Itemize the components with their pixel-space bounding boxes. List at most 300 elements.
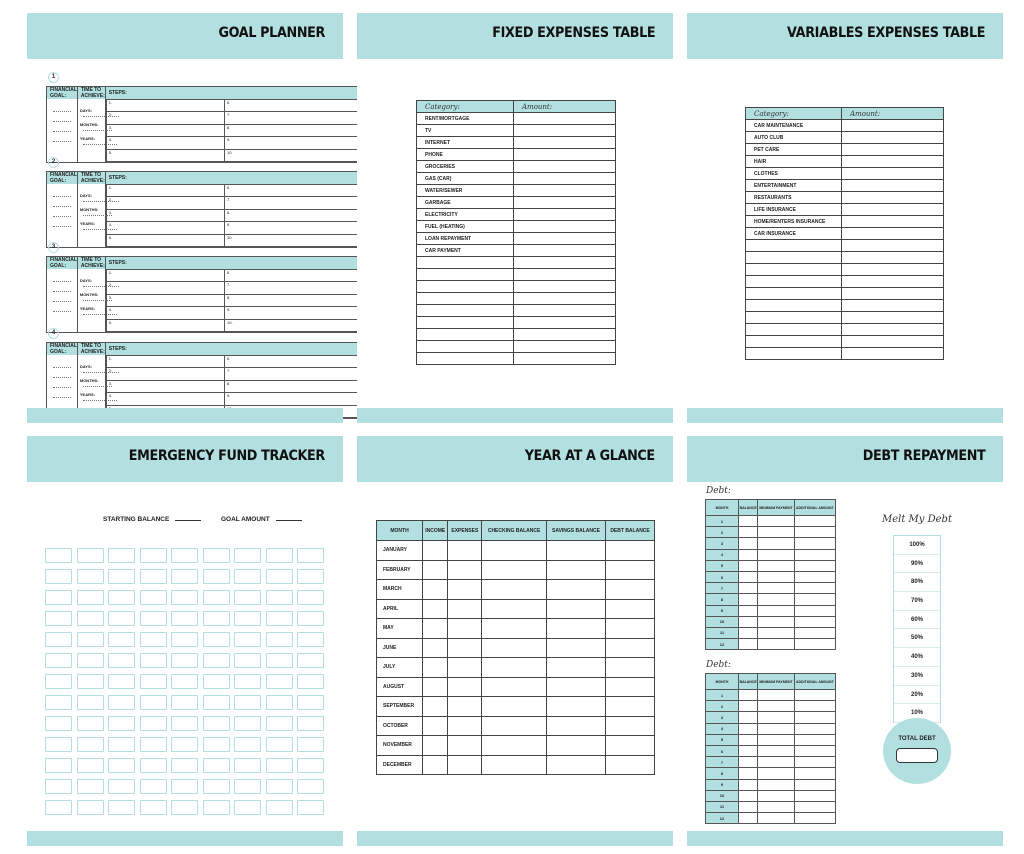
debt-value-cell[interactable] — [739, 723, 758, 734]
year-value-cell[interactable] — [482, 560, 547, 580]
savings-cell[interactable] — [234, 800, 261, 815]
savings-cell[interactable] — [234, 695, 261, 710]
expense-amount[interactable] — [514, 317, 616, 329]
savings-cell[interactable] — [171, 569, 198, 584]
melt-level[interactable]: 10% — [894, 704, 940, 723]
savings-cell[interactable] — [77, 779, 104, 794]
expense-amount[interactable] — [842, 228, 944, 240]
expense-amount[interactable] — [842, 252, 944, 264]
debt-value-cell[interactable] — [758, 538, 794, 549]
year-value-cell[interactable] — [448, 658, 482, 678]
year-value-cell[interactable] — [546, 658, 605, 678]
year-value-cell[interactable] — [482, 677, 547, 697]
expense-amount[interactable] — [842, 180, 944, 192]
savings-cell[interactable] — [203, 716, 230, 731]
debt-value-cell[interactable] — [739, 712, 758, 723]
debt-value-cell[interactable] — [794, 605, 835, 616]
debt-value-cell[interactable] — [739, 813, 758, 824]
savings-cell[interactable] — [297, 716, 324, 731]
melt-level[interactable]: 50% — [894, 629, 940, 648]
savings-cell[interactable] — [297, 590, 324, 605]
savings-cell[interactable] — [203, 800, 230, 815]
savings-cell[interactable] — [140, 716, 167, 731]
savings-cell[interactable] — [77, 716, 104, 731]
savings-cell[interactable] — [266, 716, 293, 731]
year-value-cell[interactable] — [546, 638, 605, 658]
debt-value-cell[interactable] — [739, 734, 758, 745]
savings-cell[interactable] — [297, 779, 324, 794]
time-field[interactable] — [77, 99, 105, 163]
savings-cell[interactable] — [108, 737, 135, 752]
debt-value-cell[interactable] — [758, 745, 794, 756]
savings-cell[interactable] — [77, 800, 104, 815]
expense-amount[interactable] — [514, 185, 616, 197]
savings-cell[interactable] — [203, 632, 230, 647]
savings-cell[interactable] — [297, 695, 324, 710]
year-value-cell[interactable] — [482, 580, 547, 600]
debt-value-cell[interactable] — [794, 813, 835, 824]
debt-value-cell[interactable] — [739, 560, 758, 571]
debt-value-cell[interactable] — [758, 801, 794, 812]
debt-value-cell[interactable] — [758, 527, 794, 538]
debt-value-cell[interactable] — [758, 690, 794, 701]
melt-level[interactable]: 70% — [894, 592, 940, 611]
savings-cell[interactable] — [45, 590, 72, 605]
year-value-cell[interactable] — [546, 697, 605, 717]
savings-cell[interactable] — [203, 548, 230, 563]
total-debt-field[interactable] — [896, 748, 938, 763]
expense-amount[interactable] — [842, 348, 944, 360]
savings-cell[interactable] — [171, 779, 198, 794]
year-value-cell[interactable] — [423, 541, 448, 561]
debt-value-cell[interactable] — [758, 701, 794, 712]
debt-value-cell[interactable] — [758, 768, 794, 779]
year-value-cell[interactable] — [482, 755, 547, 775]
expense-amount[interactable] — [514, 245, 616, 257]
year-value-cell[interactable] — [448, 697, 482, 717]
debt-value-cell[interactable] — [794, 560, 835, 571]
year-value-cell[interactable] — [606, 619, 655, 639]
expense-amount[interactable] — [514, 269, 616, 281]
savings-cell[interactable] — [108, 653, 135, 668]
year-value-cell[interactable] — [546, 599, 605, 619]
year-value-cell[interactable] — [606, 755, 655, 775]
melt-level[interactable]: 40% — [894, 648, 940, 667]
debt-value-cell[interactable] — [758, 779, 794, 790]
savings-cell[interactable] — [77, 548, 104, 563]
year-value-cell[interactable] — [606, 580, 655, 600]
expense-amount[interactable] — [514, 125, 616, 137]
savings-cell[interactable] — [140, 611, 167, 626]
expense-amount[interactable] — [514, 161, 616, 173]
debt-value-cell[interactable] — [794, 801, 835, 812]
debt-value-cell[interactable] — [739, 639, 758, 650]
savings-cell[interactable] — [297, 800, 324, 815]
goal-field[interactable] — [47, 184, 78, 248]
expense-amount[interactable] — [842, 288, 944, 300]
debt-value-cell[interactable] — [739, 571, 758, 582]
savings-cell[interactable] — [266, 800, 293, 815]
year-value-cell[interactable] — [482, 541, 547, 561]
debt-value-cell[interactable] — [739, 527, 758, 538]
debt-value-cell[interactable] — [794, 639, 835, 650]
debt-value-cell[interactable] — [758, 571, 794, 582]
year-value-cell[interactable] — [448, 599, 482, 619]
year-value-cell[interactable] — [546, 619, 605, 639]
year-value-cell[interactable] — [606, 658, 655, 678]
savings-cell[interactable] — [171, 674, 198, 689]
savings-cell[interactable] — [108, 800, 135, 815]
expense-amount[interactable] — [514, 113, 616, 125]
debt-value-cell[interactable] — [758, 516, 794, 527]
savings-cell[interactable] — [77, 653, 104, 668]
debt-value-cell[interactable] — [794, 583, 835, 594]
expense-amount[interactable] — [842, 312, 944, 324]
expense-amount[interactable] — [842, 336, 944, 348]
debt-value-cell[interactable] — [794, 538, 835, 549]
savings-cell[interactable] — [45, 800, 72, 815]
debt-value-cell[interactable] — [758, 757, 794, 768]
year-value-cell[interactable] — [423, 755, 448, 775]
expense-amount[interactable] — [514, 257, 616, 269]
year-value-cell[interactable] — [448, 755, 482, 775]
savings-cell[interactable] — [77, 737, 104, 752]
savings-cell[interactable] — [171, 800, 198, 815]
debt-value-cell[interactable] — [794, 734, 835, 745]
debt-value-cell[interactable] — [739, 616, 758, 627]
debt-value-cell[interactable] — [794, 779, 835, 790]
savings-cell[interactable] — [140, 632, 167, 647]
expense-amount[interactable] — [842, 216, 944, 228]
melt-level[interactable]: 90% — [894, 555, 940, 574]
savings-cell[interactable] — [77, 674, 104, 689]
expense-amount[interactable] — [842, 264, 944, 276]
melt-level[interactable]: 20% — [894, 686, 940, 705]
savings-cell[interactable] — [234, 779, 261, 794]
year-value-cell[interactable] — [423, 697, 448, 717]
expense-amount[interactable] — [842, 156, 944, 168]
savings-cell[interactable] — [171, 653, 198, 668]
steps-list[interactable] — [106, 269, 385, 332]
year-value-cell[interactable] — [606, 697, 655, 717]
year-value-cell[interactable] — [448, 736, 482, 756]
expense-amount[interactable] — [514, 221, 616, 233]
year-value-cell[interactable] — [448, 677, 482, 697]
debt-value-cell[interactable] — [758, 790, 794, 801]
savings-cell[interactable] — [140, 653, 167, 668]
savings-cell[interactable] — [108, 695, 135, 710]
debt-value-cell[interactable] — [739, 594, 758, 605]
savings-cell[interactable] — [297, 674, 324, 689]
savings-cell[interactable] — [297, 632, 324, 647]
savings-cell[interactable] — [266, 674, 293, 689]
savings-cell[interactable] — [203, 611, 230, 626]
expense-amount[interactable] — [842, 168, 944, 180]
year-value-cell[interactable] — [423, 736, 448, 756]
melt-level[interactable]: 60% — [894, 611, 940, 630]
year-value-cell[interactable] — [606, 541, 655, 561]
year-value-cell[interactable] — [606, 599, 655, 619]
debt-value-cell[interactable] — [794, 571, 835, 582]
year-value-cell[interactable] — [606, 677, 655, 697]
melt-level[interactable]: 30% — [894, 667, 940, 686]
debt-value-cell[interactable] — [758, 605, 794, 616]
debt-value-cell[interactable] — [758, 734, 794, 745]
year-value-cell[interactable] — [448, 619, 482, 639]
debt-value-cell[interactable] — [794, 627, 835, 638]
savings-cell[interactable] — [234, 611, 261, 626]
savings-cell[interactable] — [77, 611, 104, 626]
savings-cell[interactable] — [45, 632, 72, 647]
savings-cell[interactable] — [140, 695, 167, 710]
debt-value-cell[interactable] — [739, 801, 758, 812]
savings-cell[interactable] — [266, 779, 293, 794]
debt-value-cell[interactable] — [794, 757, 835, 768]
savings-cell[interactable] — [203, 653, 230, 668]
debt-value-cell[interactable] — [758, 627, 794, 638]
year-value-cell[interactable] — [482, 638, 547, 658]
savings-cell[interactable] — [108, 548, 135, 563]
debt-value-cell[interactable] — [794, 549, 835, 560]
year-value-cell[interactable] — [482, 716, 547, 736]
savings-cell[interactable] — [203, 695, 230, 710]
savings-cell[interactable] — [108, 716, 135, 731]
savings-cell[interactable] — [266, 590, 293, 605]
savings-cell[interactable] — [266, 569, 293, 584]
year-value-cell[interactable] — [546, 580, 605, 600]
savings-cell[interactable] — [140, 674, 167, 689]
savings-cell[interactable] — [77, 695, 104, 710]
savings-cell[interactable] — [234, 569, 261, 584]
debt-value-cell[interactable] — [794, 616, 835, 627]
savings-cell[interactable] — [297, 548, 324, 563]
savings-cell[interactable] — [266, 548, 293, 563]
debt-value-cell[interactable] — [758, 813, 794, 824]
savings-cell[interactable] — [203, 779, 230, 794]
year-value-cell[interactable] — [423, 638, 448, 658]
year-value-cell[interactable] — [448, 560, 482, 580]
savings-cell[interactable] — [140, 737, 167, 752]
savings-cell[interactable] — [140, 758, 167, 773]
expense-amount[interactable] — [842, 192, 944, 204]
steps-list[interactable] — [106, 99, 385, 162]
savings-cell[interactable] — [171, 548, 198, 563]
savings-cell[interactable] — [234, 758, 261, 773]
debt-value-cell[interactable] — [794, 527, 835, 538]
savings-cell[interactable] — [234, 632, 261, 647]
savings-cell[interactable] — [266, 653, 293, 668]
year-value-cell[interactable] — [546, 677, 605, 697]
savings-cell[interactable] — [140, 548, 167, 563]
savings-cell[interactable] — [234, 653, 261, 668]
savings-cell[interactable] — [203, 674, 230, 689]
debt-value-cell[interactable] — [739, 779, 758, 790]
savings-cell[interactable] — [234, 590, 261, 605]
year-value-cell[interactable] — [448, 716, 482, 736]
year-value-cell[interactable] — [546, 716, 605, 736]
expense-amount[interactable] — [514, 353, 616, 365]
savings-cell[interactable] — [108, 632, 135, 647]
debt-value-cell[interactable] — [794, 712, 835, 723]
year-value-cell[interactable] — [482, 658, 547, 678]
year-value-cell[interactable] — [606, 736, 655, 756]
savings-cell[interactable] — [171, 737, 198, 752]
debt-value-cell[interactable] — [739, 605, 758, 616]
savings-cell[interactable] — [45, 548, 72, 563]
steps-list[interactable] — [106, 184, 385, 247]
debt-value-cell[interactable] — [758, 560, 794, 571]
year-value-cell[interactable] — [423, 677, 448, 697]
expense-amount[interactable] — [514, 233, 616, 245]
debt-value-cell[interactable] — [739, 583, 758, 594]
savings-cell[interactable] — [234, 716, 261, 731]
year-value-cell[interactable] — [423, 599, 448, 619]
savings-cell[interactable] — [171, 590, 198, 605]
expense-amount[interactable] — [514, 281, 616, 293]
debt-value-cell[interactable] — [758, 594, 794, 605]
savings-cell[interactable] — [297, 737, 324, 752]
debt-value-cell[interactable] — [739, 790, 758, 801]
savings-cell[interactable] — [297, 758, 324, 773]
melt-level[interactable]: 80% — [894, 573, 940, 592]
debt-value-cell[interactable] — [758, 616, 794, 627]
debt-value-cell[interactable] — [794, 690, 835, 701]
savings-cell[interactable] — [266, 758, 293, 773]
savings-cell[interactable] — [171, 611, 198, 626]
savings-cell[interactable] — [45, 695, 72, 710]
debt-value-cell[interactable] — [794, 516, 835, 527]
savings-cell[interactable] — [45, 716, 72, 731]
debt-value-cell[interactable] — [794, 701, 835, 712]
savings-cell[interactable] — [77, 590, 104, 605]
expense-amount[interactable] — [514, 149, 616, 161]
savings-cell[interactable] — [108, 590, 135, 605]
savings-cell[interactable] — [266, 695, 293, 710]
savings-cell[interactable] — [140, 569, 167, 584]
debt-value-cell[interactable] — [739, 768, 758, 779]
savings-cell[interactable] — [108, 611, 135, 626]
savings-cell[interactable] — [108, 674, 135, 689]
savings-cell[interactable] — [234, 737, 261, 752]
debt-value-cell[interactable] — [739, 627, 758, 638]
savings-cell[interactable] — [140, 590, 167, 605]
savings-cell[interactable] — [266, 611, 293, 626]
savings-cell[interactable] — [45, 653, 72, 668]
savings-cell[interactable] — [297, 653, 324, 668]
expense-amount[interactable] — [842, 240, 944, 252]
expense-amount[interactable] — [842, 324, 944, 336]
savings-cell[interactable] — [203, 758, 230, 773]
debt-value-cell[interactable] — [739, 745, 758, 756]
year-value-cell[interactable] — [546, 736, 605, 756]
debt-value-cell[interactable] — [794, 745, 835, 756]
debt-value-cell[interactable] — [758, 639, 794, 650]
expense-amount[interactable] — [514, 329, 616, 341]
savings-cell[interactable] — [266, 737, 293, 752]
year-value-cell[interactable] — [482, 736, 547, 756]
savings-cell[interactable] — [45, 758, 72, 773]
time-field[interactable] — [77, 184, 105, 248]
year-value-cell[interactable] — [546, 755, 605, 775]
year-value-cell[interactable] — [448, 541, 482, 561]
debt-value-cell[interactable] — [794, 790, 835, 801]
goal-field[interactable] — [47, 269, 78, 333]
savings-cell[interactable] — [203, 590, 230, 605]
savings-cell[interactable] — [45, 737, 72, 752]
expense-amount[interactable] — [514, 197, 616, 209]
debt-value-cell[interactable] — [758, 583, 794, 594]
debt-value-cell[interactable] — [758, 723, 794, 734]
savings-cell[interactable] — [77, 758, 104, 773]
expense-amount[interactable] — [514, 293, 616, 305]
savings-cell[interactable] — [108, 569, 135, 584]
expense-amount[interactable] — [514, 173, 616, 185]
expense-amount[interactable] — [514, 209, 616, 221]
year-value-cell[interactable] — [606, 716, 655, 736]
savings-cell[interactable] — [108, 758, 135, 773]
savings-cell[interactable] — [171, 758, 198, 773]
year-value-cell[interactable] — [448, 638, 482, 658]
year-value-cell[interactable] — [423, 658, 448, 678]
year-value-cell[interactable] — [546, 560, 605, 580]
savings-cell[interactable] — [77, 632, 104, 647]
savings-cell[interactable] — [297, 611, 324, 626]
savings-cell[interactable] — [45, 674, 72, 689]
year-value-cell[interactable] — [606, 638, 655, 658]
year-value-cell[interactable] — [606, 560, 655, 580]
expense-amount[interactable] — [842, 132, 944, 144]
expense-amount[interactable] — [842, 276, 944, 288]
savings-cell[interactable] — [234, 548, 261, 563]
savings-cell[interactable] — [45, 779, 72, 794]
debt-value-cell[interactable] — [739, 757, 758, 768]
savings-cell[interactable] — [45, 611, 72, 626]
debt-value-cell[interactable] — [739, 549, 758, 560]
savings-cell[interactable] — [266, 632, 293, 647]
melt-level[interactable]: 100% — [894, 536, 940, 555]
expense-amount[interactable] — [842, 204, 944, 216]
expense-amount[interactable] — [842, 144, 944, 156]
expense-amount[interactable] — [514, 137, 616, 149]
year-value-cell[interactable] — [482, 697, 547, 717]
year-value-cell[interactable] — [423, 560, 448, 580]
debt-value-cell[interactable] — [739, 690, 758, 701]
debt-value-cell[interactable] — [739, 701, 758, 712]
savings-cell[interactable] — [171, 632, 198, 647]
year-value-cell[interactable] — [482, 619, 547, 639]
savings-cell[interactable] — [77, 569, 104, 584]
goal-field[interactable] — [47, 99, 78, 163]
year-value-cell[interactable] — [423, 619, 448, 639]
debt-value-cell[interactable] — [739, 516, 758, 527]
debt-value-cell[interactable] — [758, 712, 794, 723]
expense-amount[interactable] — [842, 120, 944, 132]
savings-cell[interactable] — [203, 569, 230, 584]
savings-cell[interactable] — [203, 737, 230, 752]
savings-cell[interactable] — [171, 716, 198, 731]
debt-value-cell[interactable] — [794, 723, 835, 734]
expense-amount[interactable] — [514, 341, 616, 353]
savings-cell[interactable] — [108, 779, 135, 794]
debt-value-cell[interactable] — [794, 768, 835, 779]
year-value-cell[interactable] — [423, 580, 448, 600]
savings-cell[interactable] — [297, 569, 324, 584]
debt-value-cell[interactable] — [758, 549, 794, 560]
expense-amount[interactable] — [514, 305, 616, 317]
savings-cell[interactable] — [140, 800, 167, 815]
debt-value-cell[interactable] — [739, 538, 758, 549]
expense-amount[interactable] — [842, 300, 944, 312]
